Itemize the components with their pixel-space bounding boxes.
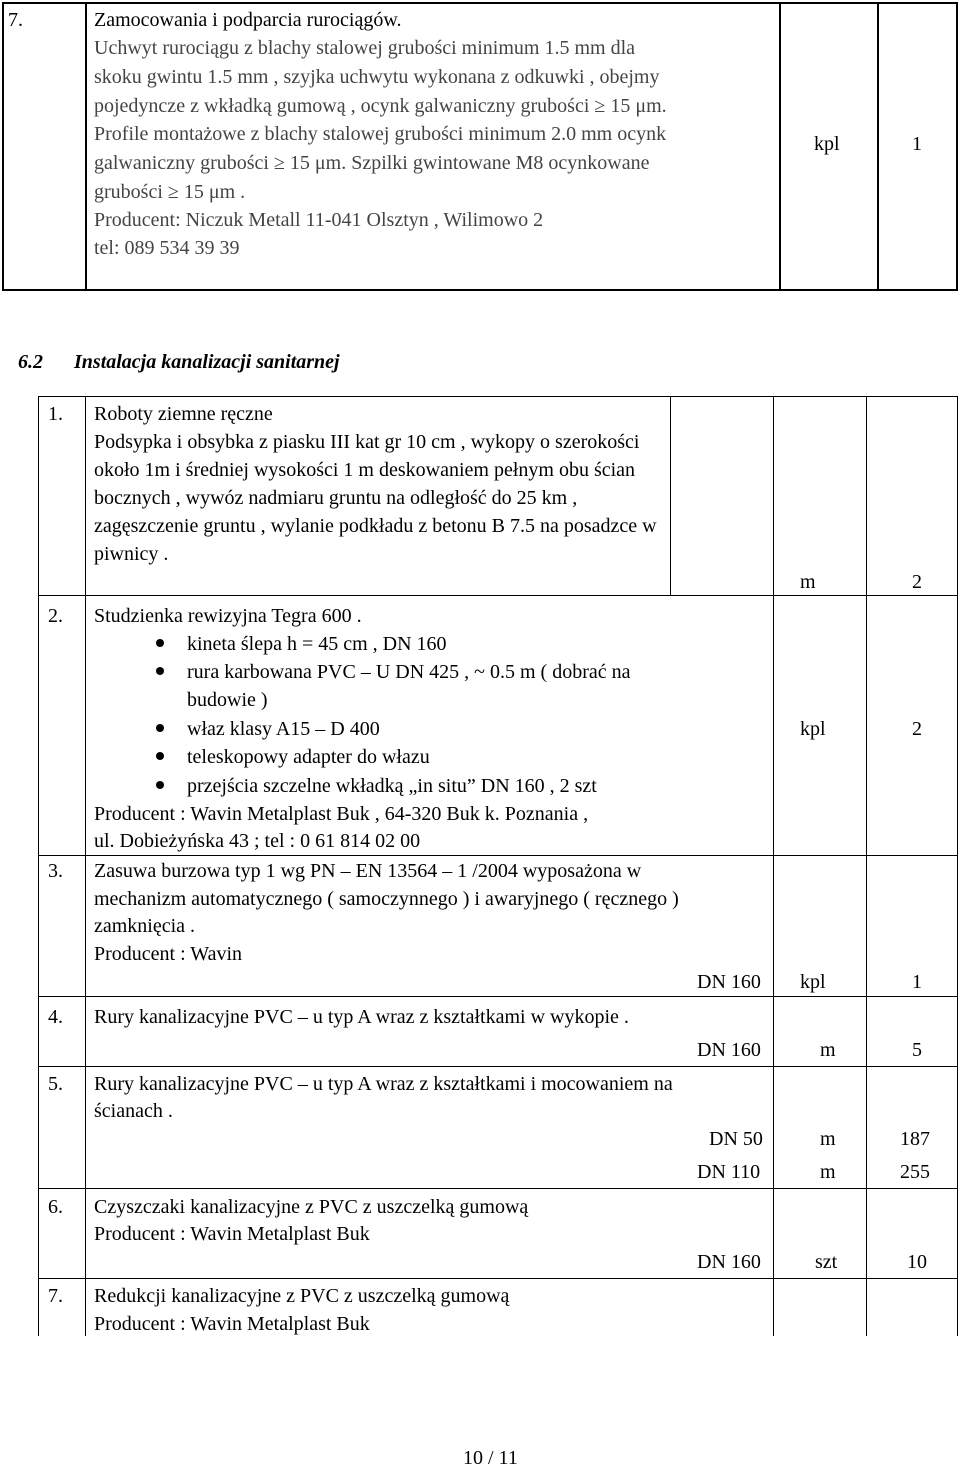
description-line: Uchwyt rurociągu z blachy stalowej grubości minimum 1.5 mm dla [94,37,635,59]
description-line: grubości ≥ 15 μm . [94,181,246,203]
item-number: 3. [48,860,63,882]
dn-cell: DN 160 [697,971,761,993]
producer-line: Producent : Wavin [94,943,242,965]
item-number: 7. [8,9,23,31]
description-line: skoku gwintu 1.5 mm , szyjka uchwytu wykonana z odkuwki , obejmy [94,66,660,88]
description-line: galwaniczny grubości ≥ 15 μm. Szpilki gwintowane M8 ocynkowane [94,152,650,174]
bullet-item: teleskopowy adapter do włazu [187,746,430,768]
description-line: Podsypka i obsybka z piasku III kat gr 10 cm , wykopy o szerokości [94,431,640,453]
item-number: 1. [48,403,63,425]
item-number: 2. [48,605,63,627]
unit-cell: m [820,1128,836,1150]
dn-cell: DN 50 [709,1128,763,1150]
producer-line: Producent: Niczuk Metall 11-041 Olsztyn , Wilimowo 2 [94,209,544,231]
unit-cell: m [820,1161,836,1183]
description-line: zamknięcia . [94,915,196,937]
dn-cell: DN 160 [697,1039,761,1061]
unit-cell: m [800,571,816,593]
unit-cell: kpl [800,718,826,740]
bullet-item: kineta ślepa h = 45 cm , DN 160 [187,633,447,655]
item-title: Studzienka rewizyjna Tegra 600 . [94,605,362,627]
page-number: 10 / 11 [463,1447,518,1469]
qty-cell: 255 [900,1161,930,1183]
qty-cell: 2 [912,718,922,740]
item-number: 4. [48,1006,63,1028]
description-line: Rury kanalizacyjne PVC – u typ A wraz z kształtkami w wykopie . [94,1006,629,1028]
bullet-item: przejścia szczelne wkładką „in situ” DN 160 , 2 szt [187,775,597,797]
description-line: mechanizm automatycznego ( samoczynnego ) i awaryjnego ( ręcznego ) [94,888,679,910]
qty-cell: 2 [912,571,922,593]
bullet-icon [156,667,164,675]
producer-line: Producent : Wavin Metalplast Buk [94,1223,370,1245]
description-line: Czyszczaki kanalizacyjne z PVC z uszczelką gumową [94,1196,529,1218]
bullet-icon [156,724,164,732]
description-line: Zasuwa burzowa typ 1 wg PN – EN 13564 – 1 /2004 wyposażona w [94,860,642,882]
dn-cell: DN 110 [697,1161,761,1183]
item-number: 6. [48,1196,63,1218]
bullet-item: rura karbowana PVC – U DN 425 , ~ 0.5 m ( dobrać na [187,661,631,683]
description-line: Redukcji kanalizacyjne z PVC z uszczelką gumową [94,1285,510,1307]
description-line: Zamocowania i podparcia rurociągów. [94,9,402,31]
bullet-item: właz klasy A15 – D 400 [187,718,380,740]
section-number: 6.2 [18,351,43,373]
producer-line: ul. Dobieżyńska 43 ; tel : 0 61 814 02 00 [94,830,421,852]
qty-cell: 5 [912,1039,922,1061]
phone-line: tel: 089 534 39 39 [94,237,240,259]
bullet-icon [156,639,164,647]
bullet-icon [156,752,164,760]
description-line: piwnicy . [94,543,169,565]
section-title: Instalacja kanalizacji sanitarnej [74,351,340,373]
producer-line: Producent : Wavin Metalplast Buk [94,1313,370,1335]
dn-cell: DN 160 [697,1251,761,1273]
qty-cell: 10 [907,1251,927,1273]
qty-cell: 1 [912,133,922,155]
description-line: zagęszczenie gruntu , wylanie podkładu z betonu B 7.5 na posadzce w [94,515,657,537]
item-number: 5. [48,1073,63,1095]
qty-cell: 1 [912,971,922,993]
item-number: 7. [48,1285,63,1307]
description-line: Rury kanalizacyjne PVC – u typ A wraz z kształtkami i mocowaniem na [94,1073,673,1095]
unit-cell: kpl [814,133,840,155]
description-line: Profile montażowe z blachy stalowej grubości minimum 2.0 mm ocynk [94,123,667,145]
unit-cell: m [820,1039,836,1061]
bullet-icon [156,781,164,789]
producer-line: Producent : Wavin Metalplast Buk , 64-320 Buk k. Poznania , [94,803,589,825]
description-line: bocznych , wywóz nadmiaru gruntu na odległość do 25 km , [94,487,578,509]
qty-cell: 187 [900,1128,930,1150]
bullet-item-continued: budowie ) [187,689,268,711]
unit-cell: kpl [800,971,826,993]
description-line: ścianach . [94,1100,173,1122]
description-line: Roboty ziemne ręczne [94,403,273,425]
description-line: około 1m i średniej wysokości 1 m deskowaniem pełnym obu ścian [94,459,636,481]
description-line: pojedyncze z wkładką gumową , ocynk galwaniczny grubości ≥ 15 μm. [94,95,667,117]
unit-cell: szt [815,1251,838,1273]
